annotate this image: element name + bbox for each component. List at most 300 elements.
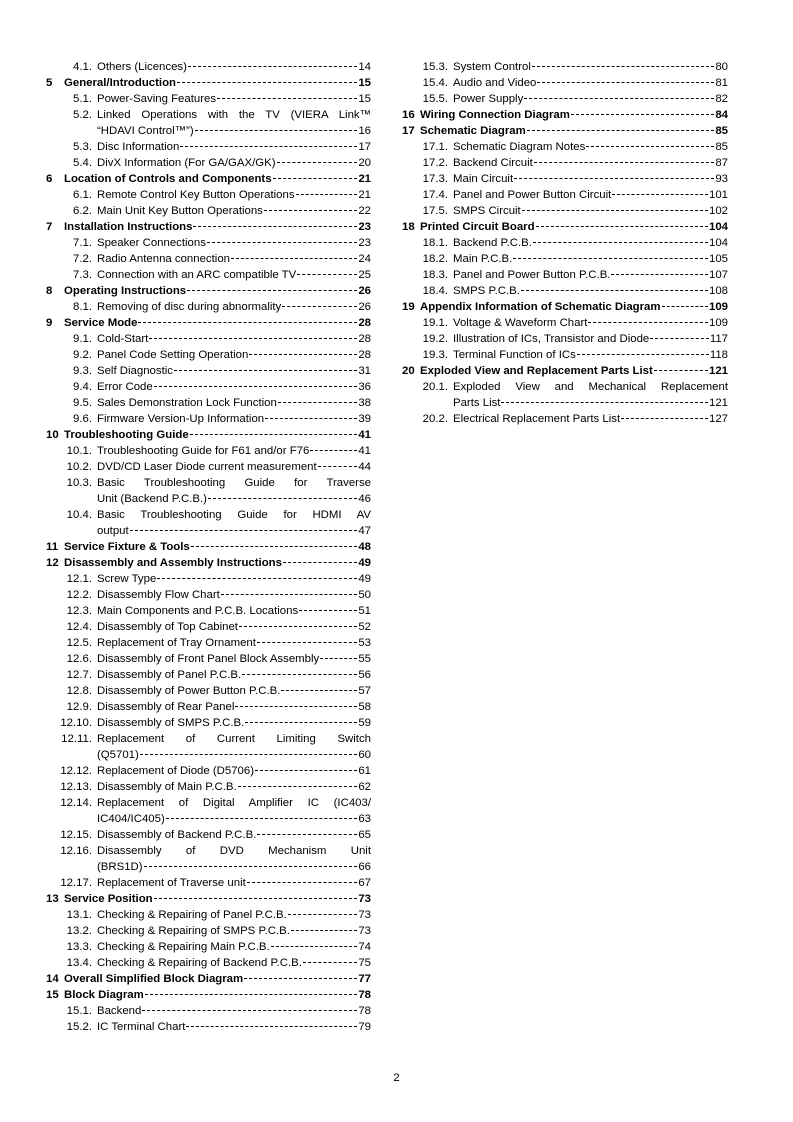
toc-column-right [402, 59, 728, 427]
toc-line [46, 411, 371, 427]
toc-page-number: 102 [708, 205, 728, 217]
toc-line [46, 251, 371, 267]
toc-title: Audio and Video [453, 77, 537, 89]
toc-subsection-entry[interactable] [402, 251, 728, 267]
toc-subsection-entry[interactable] [402, 411, 728, 427]
toc-subsection-entry[interactable] [402, 91, 728, 107]
toc-line [402, 411, 728, 427]
toc-page-number: 38 [358, 397, 371, 409]
toc-number: 6 [46, 173, 53, 185]
toc-subsection-entry[interactable] [402, 283, 728, 299]
toc-subsection-entry[interactable] [46, 843, 371, 875]
toc-line [46, 603, 371, 619]
toc-title: Service Mode [64, 317, 138, 329]
toc-page-number: 21 [358, 189, 371, 201]
toc-subsection-entry[interactable] [46, 1019, 371, 1035]
toc-subsection-entry[interactable] [402, 75, 728, 91]
toc-section-entry[interactable] [46, 283, 371, 299]
toc-number: 17.5. [422, 205, 448, 217]
toc-number: 12.17. [60, 877, 92, 889]
toc-leader-dots [244, 978, 357, 979]
toc-title: Power Supply [453, 93, 524, 105]
toc-number: 17.3. [422, 173, 448, 185]
toc-leader-dots [238, 786, 358, 787]
toc-section-entry[interactable] [46, 427, 371, 443]
toc-number: 7.2. [73, 253, 92, 265]
toc-title-continued: (Q5701) [97, 749, 139, 761]
toc-line [46, 299, 371, 315]
toc-title: System Control [453, 61, 531, 73]
toc-subsection-entry[interactable] [402, 347, 728, 363]
toc-title-continued: Unit (Backend P.C.B.) [97, 493, 207, 505]
toc-number: 12.9. [66, 701, 92, 713]
toc-subsection-entry[interactable] [402, 203, 728, 219]
toc-leader-dots [187, 290, 357, 291]
toc-section-entry[interactable] [46, 891, 371, 907]
toc-line [46, 219, 371, 235]
toc-subsection-entry[interactable] [46, 411, 371, 427]
toc-number: 12.16. [60, 845, 92, 857]
toc-line [402, 171, 728, 187]
toc-line [46, 283, 371, 299]
toc-page-number: 127 [708, 413, 728, 425]
toc-page-number: 49 [358, 573, 371, 585]
toc-section-entry[interactable] [46, 219, 371, 235]
toc-subsection-entry[interactable] [46, 363, 371, 379]
toc-number: 20.2. [422, 413, 448, 425]
toc-line [46, 539, 371, 555]
toc-leader-dots [177, 82, 357, 83]
toc-number: 15.5. [422, 93, 448, 105]
toc-line [402, 315, 728, 331]
toc-line [46, 939, 371, 955]
toc-number: 12.6. [66, 653, 92, 665]
toc-leader-dots [521, 290, 708, 291]
toc-line [46, 955, 371, 971]
toc-subsection-entry[interactable] [46, 443, 371, 459]
toc-leader-dots [271, 946, 358, 947]
toc-subsection-entry[interactable] [46, 715, 371, 731]
toc-number: 12.3. [66, 605, 92, 617]
toc-leader-dots [291, 930, 357, 931]
toc-leader-dots [278, 402, 358, 403]
toc-number: 10.2. [66, 461, 92, 473]
toc-line [46, 155, 371, 171]
toc-title: Power-Saving Features [97, 93, 217, 105]
toc-number: 19.3. [422, 349, 448, 361]
toc-leader-dots [571, 114, 714, 115]
toc-leader-dots [144, 866, 358, 867]
toc-subsection-entry[interactable] [46, 459, 371, 475]
toc-page-number: 121 [708, 397, 728, 409]
toc-title: IC Terminal Chart [97, 1021, 186, 1033]
toc-title: Main Unit Key Button Operations [97, 205, 263, 217]
toc-subsection-entry[interactable] [402, 379, 728, 411]
toc-page-number: 84 [715, 109, 728, 121]
toc-title: SMPS P.C.B. [453, 285, 520, 297]
toc-number: 10.3. [66, 477, 92, 489]
toc-subsection-entry[interactable] [46, 955, 371, 971]
toc-page-number: 109 [708, 301, 728, 313]
toc-line [46, 875, 371, 891]
toc-line [46, 1019, 371, 1035]
toc-number: 7.1. [73, 237, 92, 249]
toc-page-number: 20 [358, 157, 371, 169]
toc-leader-dots [277, 162, 358, 163]
toc-subsection-entry[interactable] [46, 139, 371, 155]
toc-line [46, 443, 371, 459]
toc-leader-dots [612, 194, 708, 195]
toc-title: Backend [97, 1005, 142, 1017]
toc-leader-dots [154, 386, 358, 387]
toc-page-number: 14 [358, 61, 371, 73]
toc-line [402, 347, 728, 363]
toc-number: 15.4. [422, 77, 448, 89]
toc-title: Voltage & Waveform Chart [453, 317, 588, 329]
toc-number: 9 [46, 317, 53, 329]
toc-subsection-entry[interactable] [46, 203, 371, 219]
toc-subsection-entry[interactable] [402, 235, 728, 251]
toc-line [46, 315, 371, 331]
toc-line [46, 667, 371, 683]
toc-subsection-entry[interactable] [46, 1003, 371, 1019]
toc-title: Sales Demonstration Lock Function [97, 397, 277, 409]
toc-title: Disassembly of Top Cabinet [97, 621, 238, 633]
toc-page-number: 85 [715, 125, 728, 137]
toc-subsection-entry[interactable] [46, 251, 371, 267]
toc-leader-dots [239, 626, 357, 627]
toc-subsection-entry[interactable] [46, 907, 371, 923]
toc-leader-dots [193, 226, 357, 227]
toc-title: Disc Information [97, 141, 180, 153]
toc-page-number: 41 [358, 429, 371, 441]
toc-page-number: 93 [715, 173, 728, 185]
toc-subsection-entry[interactable] [46, 395, 371, 411]
toc-number: 10.4. [66, 509, 92, 521]
toc-section-entry[interactable] [46, 987, 371, 1003]
toc-page-number: 52 [358, 621, 371, 633]
toc-page-number: 28 [358, 333, 371, 345]
toc-line [46, 731, 371, 747]
toc-line [402, 331, 728, 347]
toc-page-number: 73 [358, 925, 371, 937]
toc-line [46, 267, 371, 283]
toc-subsection-entry[interactable] [46, 651, 371, 667]
toc-number: 10.1. [66, 445, 92, 457]
toc-page-number: 77 [358, 973, 371, 985]
toc-title: Illustration of ICs, Transistor and Diode [453, 333, 650, 345]
toc-title: Replacement of Current Limiting Switch [97, 733, 371, 745]
toc-subsection-entry[interactable] [402, 187, 728, 203]
toc-line [46, 363, 371, 379]
toc-title: Disassembly of Power Button P.C.B. [97, 685, 281, 697]
toc-subsection-entry[interactable] [46, 235, 371, 251]
toc-number: 5.2. [73, 109, 92, 121]
toc-leader-dots [140, 754, 358, 755]
toc-number: 13.1. [66, 909, 92, 921]
toc-line [46, 827, 371, 843]
toc-number: 12.11. [61, 733, 92, 745]
toc-page-number: 107 [708, 269, 728, 281]
toc-leader-dots [130, 530, 358, 531]
toc-leader-dots [320, 658, 357, 659]
toc-line [402, 155, 728, 171]
toc-leader-dots [303, 962, 357, 963]
toc-page-number: 118 [709, 349, 728, 361]
toc-line [46, 987, 371, 1003]
toc-subsection-entry[interactable] [46, 923, 371, 939]
toc-title: Panel Code Setting Operation [97, 349, 249, 361]
toc-line-continued [402, 395, 728, 411]
toc-title: Installation Instructions [64, 221, 193, 233]
toc-page-number: 44 [358, 461, 371, 473]
toc-line [46, 235, 371, 251]
page-number: 2 [393, 1072, 400, 1084]
toc-number: 17.1. [422, 141, 448, 153]
toc-leader-dots [577, 354, 709, 355]
toc-line [46, 107, 371, 123]
toc-number: 7.3. [73, 269, 92, 281]
toc-line-continued [46, 491, 371, 507]
toc-number: 17 [402, 125, 415, 137]
toc-page-number: 28 [358, 317, 371, 329]
toc-number: 15.3. [422, 61, 448, 73]
toc-page-number: 78 [358, 989, 371, 1001]
toc-line [46, 715, 371, 731]
toc-title: Self Diagnostic [97, 365, 173, 377]
toc-subsection-entry[interactable] [46, 379, 371, 395]
toc-subsection-entry[interactable] [46, 331, 371, 347]
toc-title: Block Diagram [64, 989, 144, 1001]
toc-section-entry[interactable] [46, 555, 371, 571]
toc-line [402, 91, 728, 107]
toc-page-number: 58 [358, 701, 371, 713]
toc-leader-dots [662, 306, 708, 307]
toc-leader-dots [265, 418, 357, 419]
toc-title: Replacement of Digital Amplifier IC (IC403/ [97, 797, 371, 809]
toc-title: Electrical Replacement Parts List [453, 413, 621, 425]
toc-title: Checking & Repairing of SMPS P.C.B. [97, 925, 290, 937]
toc-subsection-entry[interactable] [46, 507, 371, 539]
toc-page-number: 62 [358, 781, 371, 793]
toc-page-number: 104 [708, 221, 728, 233]
toc-leader-dots [281, 690, 357, 691]
toc-number: 12.12. [60, 765, 92, 777]
toc-subsection-entry[interactable] [402, 171, 728, 187]
toc-subsection-entry[interactable] [46, 635, 371, 651]
toc-number: 6.2. [73, 205, 92, 217]
toc-subsection-entry[interactable] [46, 683, 371, 699]
toc-title: Backend P.C.B. [453, 237, 532, 249]
toc-leader-dots [188, 66, 357, 67]
toc-line [46, 555, 371, 571]
toc-title: Checking & Repairing of Backend P.C.B. [97, 957, 302, 969]
toc-leader-dots [138, 322, 357, 323]
toc-line [46, 91, 371, 107]
toc-leader-dots [191, 546, 358, 547]
toc-number: 12.10. [60, 717, 92, 729]
toc-subsection-entry[interactable] [402, 315, 728, 331]
toc-leader-dots [195, 130, 358, 131]
toc-line [46, 331, 371, 347]
toc-title: Backend Circuit [453, 157, 533, 169]
toc-title: Overall Simplified Block Diagram [64, 973, 244, 985]
toc-section-entry[interactable] [46, 971, 371, 987]
toc-number: 13.2. [66, 925, 92, 937]
toc-number: 19 [402, 301, 415, 313]
toc-column-left [46, 59, 371, 1035]
toc-page-number: 117 [709, 333, 728, 345]
toc-page-number: 23 [358, 237, 371, 249]
toc-subsection-entry[interactable] [46, 347, 371, 363]
toc-section-entry[interactable] [46, 171, 371, 187]
toc-title: Error Code [97, 381, 153, 393]
toc-line [46, 683, 371, 699]
toc-line [402, 187, 728, 203]
toc-page-number: 26 [358, 301, 371, 313]
toc-page-number: 23 [358, 221, 371, 233]
toc-title: Remote Control Key Button Operations [97, 189, 295, 201]
toc-leader-dots [586, 146, 714, 147]
toc-subsection-entry[interactable] [402, 155, 728, 171]
toc-leader-dots [190, 434, 358, 435]
toc-title: Schematic Diagram Notes [453, 141, 586, 153]
toc-leader-dots [514, 178, 714, 179]
toc-title: SMPS Circuit [453, 205, 521, 217]
toc-leader-dots [247, 882, 358, 883]
toc-section-entry[interactable] [402, 123, 728, 139]
toc-section-entry[interactable] [402, 299, 728, 315]
toc-subsection-entry[interactable] [402, 267, 728, 283]
toc-number: 13.3. [66, 941, 92, 953]
toc-subsection-entry[interactable] [46, 795, 371, 827]
toc-leader-dots [501, 402, 708, 403]
toc-number: 13 [46, 893, 59, 905]
toc-leader-dots [536, 226, 708, 227]
toc-section-entry[interactable] [46, 315, 371, 331]
toc-subsection-entry[interactable] [46, 107, 371, 139]
toc-leader-dots [249, 354, 357, 355]
toc-page-number: 61 [358, 765, 371, 777]
toc-number: 12.2. [66, 589, 92, 601]
toc-page-number: 82 [715, 93, 728, 105]
toc-leader-dots [145, 994, 358, 995]
toc-leader-dots [288, 914, 358, 915]
toc-line [46, 619, 371, 635]
toc-subsection-entry[interactable] [46, 571, 371, 587]
toc-line [402, 363, 728, 379]
toc-subsection-entry[interactable] [46, 587, 371, 603]
toc-subsection-entry[interactable] [46, 619, 371, 635]
toc-line [402, 203, 728, 219]
toc-number: 20 [402, 365, 415, 377]
toc-page-number: 46 [358, 493, 371, 505]
toc-subsection-entry[interactable] [402, 59, 728, 75]
toc-section-entry[interactable] [402, 219, 728, 235]
toc-line [402, 139, 728, 155]
toc-number: 12.4. [66, 621, 92, 633]
toc-title-continued: IC404/IC405) [97, 813, 165, 825]
toc-title: Removing of disc during abnormality [97, 301, 282, 313]
toc-number: 5.3. [73, 141, 92, 153]
toc-line [402, 267, 728, 283]
toc-subsection-entry[interactable] [46, 59, 371, 75]
toc-title-continued: (BRS1D) [97, 861, 143, 873]
toc-section-entry[interactable] [46, 75, 371, 91]
toc-line [46, 651, 371, 667]
toc-subsection-entry[interactable] [46, 187, 371, 203]
toc-number: 15.2. [66, 1021, 92, 1033]
toc-line [402, 59, 728, 75]
toc-number: 8.1. [73, 301, 92, 313]
toc-page-number: 75 [358, 957, 371, 969]
toc-subsection-entry[interactable] [46, 267, 371, 283]
toc-subsection-entry[interactable] [46, 779, 371, 795]
toc-title: Exploded View and Mechanical Replacement [453, 381, 728, 393]
toc-subsection-entry[interactable] [46, 731, 371, 763]
toc-section-entry[interactable] [402, 363, 728, 379]
toc-page-number: 104 [708, 237, 728, 249]
toc-leader-dots [522, 210, 708, 211]
toc-subsection-entry[interactable] [46, 475, 371, 507]
toc-title: Terminal Function of ICs [453, 349, 576, 361]
toc-leader-dots [273, 178, 358, 179]
toc-subsection-entry[interactable] [46, 763, 371, 779]
toc-subsection-entry[interactable] [46, 699, 371, 715]
toc-line [402, 251, 728, 267]
toc-section-entry[interactable] [402, 107, 728, 123]
toc-title: Wiring Connection Diagram [420, 109, 570, 121]
toc-title: Operating Instructions [64, 285, 187, 297]
toc-line [46, 347, 371, 363]
toc-subsection-entry[interactable] [46, 603, 371, 619]
toc-subsection-entry[interactable] [46, 91, 371, 107]
toc-title: Service Position [64, 893, 153, 905]
toc-line [46, 427, 371, 443]
toc-subsection-entry[interactable] [402, 139, 728, 155]
toc-number: 10 [46, 429, 59, 441]
toc-page-number: 60 [358, 749, 371, 761]
toc-leader-dots [186, 1026, 357, 1027]
toc-leader-dots [299, 610, 357, 611]
toc-page-number: 73 [358, 893, 371, 905]
toc-number: 9.5. [73, 397, 92, 409]
toc-subsection-entry[interactable] [402, 331, 728, 347]
toc-subsection-entry[interactable] [46, 299, 371, 315]
toc-subsection-entry[interactable] [46, 155, 371, 171]
toc-page-number: 53 [358, 637, 371, 649]
toc-page-number: 28 [358, 349, 371, 361]
toc-line [46, 923, 371, 939]
toc-page-number: 22 [358, 205, 371, 217]
toc-leader-dots [154, 898, 358, 899]
toc-subsection-entry[interactable] [46, 667, 371, 683]
toc-title: Radio Antenna connection [97, 253, 230, 265]
toc-subsection-entry[interactable] [46, 827, 371, 843]
toc-leader-dots [532, 66, 714, 67]
toc-number: 19.1. [422, 317, 448, 329]
toc-page-number: 59 [358, 717, 371, 729]
toc-subsection-entry[interactable] [46, 875, 371, 891]
toc-number: 5.4. [73, 157, 92, 169]
toc-page-number: 105 [708, 253, 728, 265]
toc-title: Location of Controls and Components [64, 173, 272, 185]
toc-subsection-entry[interactable] [46, 939, 371, 955]
toc-section-entry[interactable] [46, 539, 371, 555]
toc-line [402, 75, 728, 91]
toc-title: DVD/CD Laser Diode current measurement [97, 461, 317, 473]
toc-number: 12.13. [60, 781, 92, 793]
